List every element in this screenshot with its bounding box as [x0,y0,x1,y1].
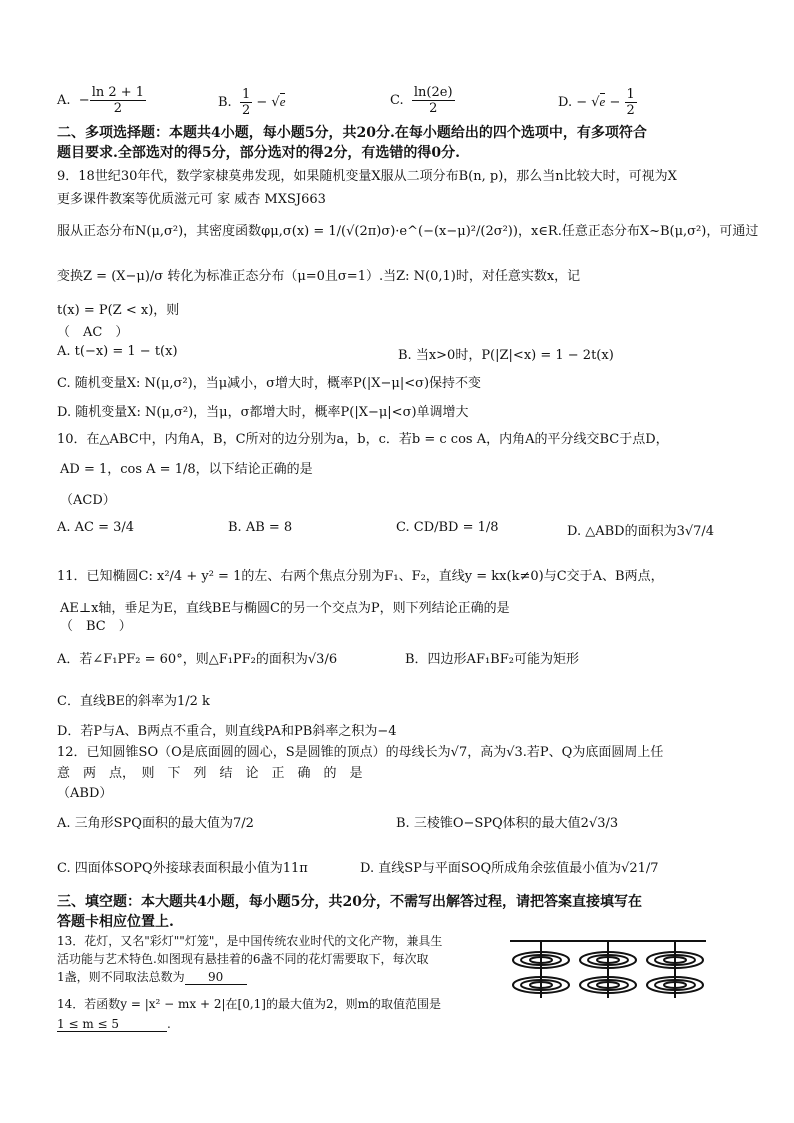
lantern-column-3 [647,941,703,998]
q12-line1: 12．已知圆锥SO（O是底面圆的圆心，S是圆锥的顶点）的母线长为√7，高为√3.若P、Q为底面圆周上任 [57,745,664,760]
q12-option-b: B. 三棱锥O−SPQ体积的最大值2√3/3 [396,816,619,831]
q12-option-a: A. 三角形SPQ面积的最大值为7/2 [57,816,254,831]
q11-option-a: A．若∠F₁PF₂ = 60°，则△F₁PF₂的面积为√3/6 [57,652,338,667]
section3-heading-line1: 三、填空题：本大题共4小题，每小题5分，共20分，不需写出解答过程，请把答案直接填写在 [57,894,642,910]
q9-option-a: A. t(−x) = 1 − t(x) [57,344,178,359]
q12-option-d: D. 直线SP与平面SOQ所成角余弦值最小值为√21/7 [360,861,659,876]
q12-answer: （ABD） [57,786,113,801]
q9-line2-watermark: 更多课件教案等优质滋元可 家 威杏 MXSJ663 [57,192,326,207]
q9-line5: t(x) = P(Z < x)，则 [57,303,180,318]
section2-heading-line2: 题目要求.全部选对的得5分，部分选对的得2分，有选错的得0分. [57,145,460,161]
q10-option-a: A. AC = 3/4 [57,520,135,535]
q8-option-d: D. − √e − $\frac{1}{2}$ [558,87,635,118]
q9-line3: 服从正态分布N(μ,σ²)，其密度函数φμ,σ(x) = 1/(√(2π)σ)·e^(−(x−μ)²/(2σ²))，x∈R.任意正态分布X~B(μ,σ²)，可通过 [57,224,759,239]
q13-line3 [57,968,247,985]
q9-option-b: B. 当x>0时，P(|Z|<x) = 1 − 2t(x) [398,348,614,363]
q11-option-b: B．四边形AF₁BF₂可能为矩形 [405,652,579,667]
lantern-illustration [508,938,708,1000]
q8-option-b: B. $\frac{1}{2}$ − √e [218,87,286,118]
q14-answer-line: 1 ≤ m ≤ 5 . [57,1017,171,1031]
q10-option-c: C. CD/BD = 1/8 [396,520,499,535]
q9-answer: （ AC ） [57,325,129,340]
q9-option-d: D. 随机变量X: N(μ,σ²)，当μ，σ都增大时，概率P(|X−μ|<σ)单调增大 [57,405,469,420]
q13-answer-blank [185,970,247,985]
q10-line2: AD = 1，cos A = 1/8，以下结论正确的是 [60,462,313,477]
q12-option-c: C. 四面体SOPQ外接球表面积最小值为11π [57,861,308,876]
q9-line1: 9．18世纪30年代，数学家棣莫弗发现，如果随机变量X服从二项分布B(n, p)，那么当n比较大时，可视为X [57,169,677,184]
q13-line3-text: 1盏，则不同取法总数为 [57,970,185,984]
q11-option-d: D．若P与A、B两点不重合，则直线PA和PB斜率之积为−4 [57,724,397,739]
q10-option-b: B. AB = 8 [228,520,293,535]
q13-line1: 13．花灯，又名"彩灯""灯笼"，是中国传统农业时代的文化产物，兼具生 [57,934,443,948]
q11-answer: （ BC ） [60,619,132,634]
q11-line2: AE⊥x轴，垂足为E，直线BE与椭圆C的另一个交点为P，则下列结论正确的是 [60,601,510,616]
q12-line2: 意 两 点， 则 下 列 结 论 正 确 的 是 [57,766,363,781]
q11-option-c: C．直线BE的斜率为1/2 k [57,694,210,709]
q8-option-a: A. − $\frac{\ln 2 + 1}{2}$ [57,85,145,116]
q13-line2: 活功能与艺术特色.如图现有悬挂着的6盏不同的花灯需要取下，每次取 [57,952,429,966]
q13-answer: 90 [208,970,224,984]
section3-heading-line2: 答题卡相应位置上. [57,914,174,930]
q11-line1: 11．已知椭圆C: x²/4 + y² = 1的左、右两个焦点分别为F₁、F₂，直线y = kx(k≠0)与C交于A、B两点， [57,569,664,584]
lantern-column-1 [513,941,569,998]
q10-answer: （ACD） [60,493,116,508]
section2-heading-line1: 二、多项选择题：本题共4小题，每小题5分，共20分.在每小题给出的四个选项中，有多项符合 [57,125,647,141]
q10-line1: 10．在△ABC中，内角A，B，C所对的边分别为a，b，c．若b = c cos A，内角A的平分线交BC于点D， [57,432,669,447]
q14-answer: 1 ≤ m ≤ 5 [57,1017,120,1031]
q14-line1: 14．若函数y = |x² − mx + 2|在[0,1]的最大值为2，则m的取值范围是 [57,997,442,1011]
q9-option-c: C. 随机变量X: N(μ,σ²)，当μ减小，σ增大时，概率P(|X−μ|<σ)保持不变 [57,376,482,391]
q10-option-d: D. △ABD的面积为3√7/4 [567,524,715,539]
q9-line4: 变换Z = (X−μ)/σ 转化为标准正态分布（μ=0且σ=1）.当Z: N(0,1)时，对任意实数x，记 [57,269,581,284]
q8-option-c: C. $\frac{\ln(2e)}{2}$ [390,85,453,116]
lantern-column-2 [580,941,636,998]
q14-answer-blank [57,1017,167,1032]
